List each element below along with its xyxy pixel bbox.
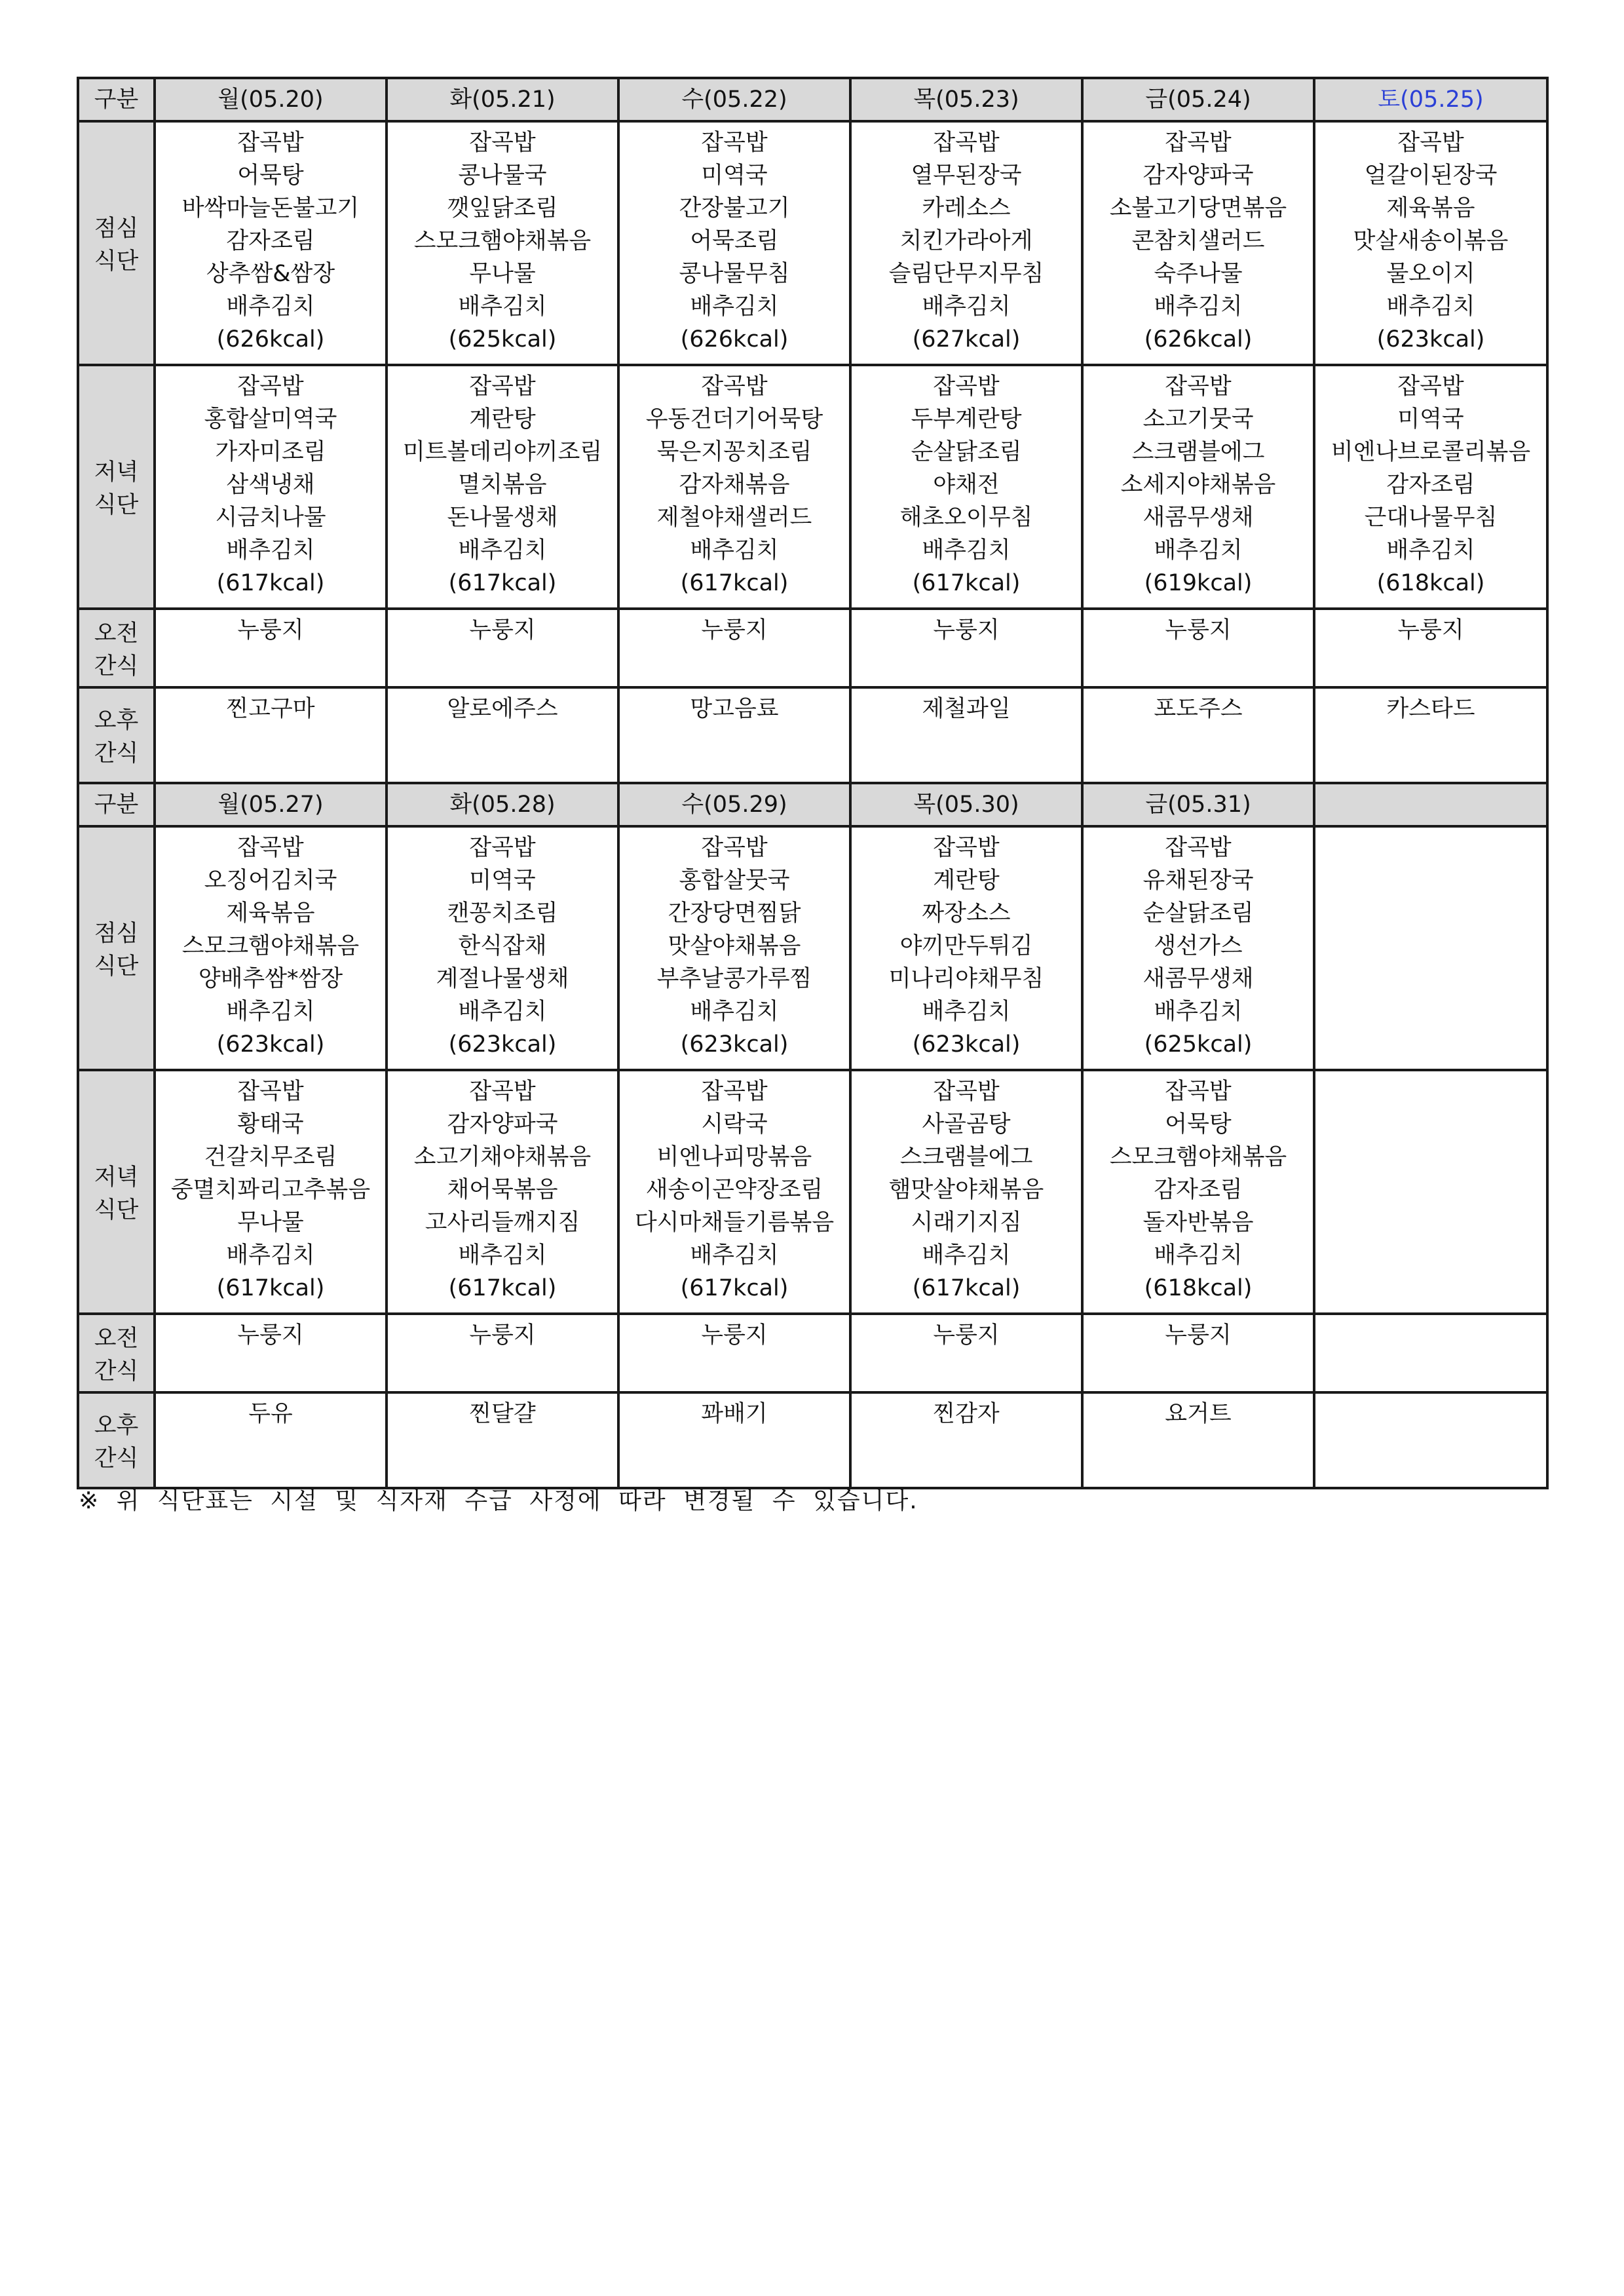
menu-item: 누룽지 bbox=[1165, 617, 1232, 643]
menu-item: (617kcal) bbox=[912, 570, 1021, 596]
menu-item: 돈나물생채 bbox=[447, 505, 558, 531]
lunch-row bbox=[78, 826, 1547, 1070]
menu-item: 배추김치 bbox=[1386, 294, 1475, 320]
dinner-row bbox=[78, 1070, 1547, 1314]
dinner-cell bbox=[850, 1070, 1082, 1314]
morning-snack-cell bbox=[1314, 1314, 1547, 1392]
menu-item: 황태국 bbox=[237, 1111, 304, 1138]
lunch-cell bbox=[155, 826, 387, 1070]
day-header bbox=[1314, 783, 1547, 826]
lunch-cell bbox=[1082, 121, 1314, 365]
menu-item: (623kcal) bbox=[216, 1031, 325, 1058]
menu-item: 햄맛살야채볶음 bbox=[888, 1177, 1044, 1203]
menu-item: 누룽지 bbox=[933, 617, 1000, 643]
menu-item: (626kcal) bbox=[1144, 326, 1253, 353]
menu-item: 홍합살미역국 bbox=[204, 406, 337, 432]
menu-item: 누룽지 bbox=[701, 617, 768, 643]
menu-item: 오징어김치국 bbox=[204, 868, 337, 894]
menu-item: 콩나물국 bbox=[458, 163, 547, 189]
morning-snack-row bbox=[78, 1314, 1547, 1392]
afternoon-snack-row bbox=[78, 1392, 1547, 1488]
label-line: 간식 bbox=[94, 1445, 139, 1472]
day-header: 목(05.23) bbox=[850, 78, 1082, 121]
menu-item: 잡곡밥 bbox=[1165, 373, 1232, 400]
menu-item: 캔꽁치조림 bbox=[447, 900, 558, 927]
menu-item: 배추김치 bbox=[226, 537, 315, 564]
menu-item: 잡곡밥 bbox=[701, 1079, 768, 1105]
afternoon-snack-cell bbox=[155, 687, 387, 783]
day-header: 금(05.24) bbox=[1082, 78, 1314, 121]
menu-item: 유채된장국 bbox=[1142, 868, 1254, 894]
label-line: 점심 bbox=[94, 921, 139, 947]
menu-item: (623kcal) bbox=[1376, 326, 1485, 353]
menu-item: 시래기지짐 bbox=[911, 1210, 1022, 1236]
menu-item: 잡곡밥 bbox=[1165, 130, 1232, 156]
menu-item: 계절나물생채 bbox=[436, 966, 569, 992]
morning-snack-cell bbox=[1082, 1314, 1314, 1392]
dinner-cell bbox=[1314, 365, 1547, 609]
menu-item: 배추김치 bbox=[922, 1242, 1011, 1269]
menu-item: 시락국 bbox=[701, 1111, 768, 1138]
menu-item: 간장당면찜닭 bbox=[668, 900, 801, 927]
label-line: 간식 bbox=[94, 1358, 139, 1385]
label-line: 저녁 bbox=[94, 459, 139, 486]
menu-item: 감자조림 bbox=[1154, 1177, 1243, 1203]
menu-item: 잡곡밥 bbox=[933, 1079, 1000, 1105]
menu-item: 어묵탕 bbox=[237, 163, 304, 189]
morning-snack-cell bbox=[1082, 609, 1314, 687]
menu-item: 카레소스 bbox=[922, 195, 1011, 221]
menu-item: 스모크햄야채볶음 bbox=[413, 228, 592, 254]
afternoon-snack-label bbox=[78, 1392, 155, 1488]
menu-item: 스크램블에그 bbox=[1131, 439, 1265, 465]
label-line: 오전 bbox=[94, 621, 139, 647]
morning-snack-label bbox=[78, 1314, 155, 1392]
dinner-cell bbox=[850, 365, 1082, 609]
footnote: ※ 위 식단표는 시설 및 식자재 수급 사정에 따라 변경될 수 있습니다. bbox=[79, 1487, 918, 1514]
menu-item: 콘참치샐러드 bbox=[1131, 228, 1265, 254]
afternoon-snack-cell bbox=[1082, 1392, 1314, 1488]
menu-item: (617kcal) bbox=[912, 1275, 1021, 1301]
menu-item: (617kcal) bbox=[216, 1275, 325, 1301]
lunch-cell bbox=[155, 121, 387, 365]
menu-item: (623kcal) bbox=[680, 1031, 789, 1058]
menu-item: 잡곡밥 bbox=[237, 373, 304, 400]
afternoon-snack-cell bbox=[1082, 687, 1314, 783]
menu-item: 배추김치 bbox=[458, 1242, 547, 1269]
weekly-menu-table bbox=[77, 77, 1549, 1489]
lunch-cell bbox=[387, 121, 618, 365]
morning-snack-label bbox=[78, 609, 155, 687]
menu-item: 근대나물무침 bbox=[1364, 505, 1498, 531]
menu-item: 돌자반볶음 bbox=[1142, 1210, 1254, 1236]
menu-item: 배추김치 bbox=[226, 1242, 315, 1269]
menu-item: 묵은지꽁치조림 bbox=[656, 439, 812, 465]
lunch-row bbox=[78, 121, 1547, 365]
lunch-cell bbox=[618, 826, 850, 1070]
week-header-row bbox=[78, 78, 1547, 121]
menu-item: 배추김치 bbox=[1154, 1242, 1243, 1269]
menu-item: 소불고기당면볶음 bbox=[1109, 195, 1287, 221]
menu-item: 사골곰탕 bbox=[922, 1111, 1011, 1138]
label-line: 식단 bbox=[94, 953, 139, 980]
afternoon-snack-cell bbox=[618, 1392, 850, 1488]
menu-item: 삼색냉채 bbox=[226, 472, 315, 498]
dinner-cell bbox=[1314, 1070, 1547, 1314]
menu-item: 포도주스 bbox=[1154, 696, 1243, 722]
menu-item: 맛살야채볶음 bbox=[668, 933, 801, 959]
menu-item: 중멸치꽈리고추볶음 bbox=[170, 1177, 371, 1203]
menu-item: 누룽지 bbox=[469, 1322, 536, 1349]
menu-item: 가자미조림 bbox=[215, 439, 326, 465]
menu-item: 미역국 bbox=[469, 868, 536, 894]
menu-item: 간장불고기 bbox=[679, 195, 790, 221]
menu-item: 제육볶음 bbox=[226, 900, 315, 927]
morning-snack-cell bbox=[618, 1314, 850, 1392]
menu-item: 부추날콩가루찜 bbox=[656, 966, 812, 992]
menu-item: 꽈배기 bbox=[701, 1401, 768, 1427]
label-line: 저녁 bbox=[94, 1164, 139, 1191]
morning-snack-cell bbox=[1314, 609, 1547, 687]
menu-item: (626kcal) bbox=[680, 326, 789, 353]
afternoon-snack-cell bbox=[1314, 687, 1547, 783]
menu-item: 잡곡밥 bbox=[237, 1079, 304, 1105]
menu-item: 배추김치 bbox=[226, 999, 315, 1025]
morning-snack-cell bbox=[155, 1314, 387, 1392]
menu-item: 배추김치 bbox=[1154, 294, 1243, 320]
menu-item: 감자양파국 bbox=[447, 1111, 558, 1138]
lunch-cell bbox=[850, 121, 1082, 365]
menu-item: 콩나물무침 bbox=[679, 261, 790, 287]
menu-item: 배추김치 bbox=[1386, 537, 1475, 564]
menu-item: 물오이지 bbox=[1386, 261, 1475, 287]
day-header: 수(05.22) bbox=[618, 78, 850, 121]
menu-item: 잡곡밥 bbox=[237, 835, 304, 861]
dinner-cell bbox=[618, 365, 850, 609]
lunch-label bbox=[78, 826, 155, 1070]
menu-item: 어묵탕 bbox=[1165, 1111, 1232, 1138]
menu-item: 야끼만두튀김 bbox=[899, 933, 1033, 959]
afternoon-snack-cell bbox=[850, 687, 1082, 783]
morning-snack-row bbox=[78, 609, 1547, 687]
menu-item: 감자조림 bbox=[226, 228, 315, 254]
dinner-cell bbox=[387, 1070, 618, 1314]
menu-item: 짜장소스 bbox=[922, 900, 1011, 927]
menu-item: 무나물 bbox=[469, 261, 536, 287]
day-header: 금(05.31) bbox=[1082, 783, 1314, 826]
menu-item: 소세지야채볶음 bbox=[1120, 472, 1276, 498]
menu-item: 배추김치 bbox=[1154, 999, 1243, 1025]
afternoon-snack-cell bbox=[618, 687, 850, 783]
menu-item: 열무된장국 bbox=[911, 163, 1022, 189]
day-header: 화(05.28) bbox=[387, 783, 618, 826]
label-line: 간식 bbox=[94, 740, 139, 767]
menu-item: 잡곡밥 bbox=[933, 835, 1000, 861]
menu-item: 배추김치 bbox=[690, 999, 779, 1025]
day-header: 수(05.29) bbox=[618, 783, 850, 826]
menu-item: 배추김치 bbox=[226, 294, 315, 320]
menu-item: 양배추쌈*쌈장 bbox=[198, 966, 343, 992]
menu-item: 치킨가라아게 bbox=[899, 228, 1033, 254]
menu-item: 잡곡밥 bbox=[933, 130, 1000, 156]
menu-item: 잡곡밥 bbox=[701, 835, 768, 861]
menu-item: 두유 bbox=[248, 1401, 293, 1427]
menu-item: 다시마채들기름볶음 bbox=[634, 1210, 835, 1236]
menu-item: 잡곡밥 bbox=[1165, 1079, 1232, 1105]
day-header: 목(05.30) bbox=[850, 783, 1082, 826]
lunch-cell bbox=[1314, 121, 1547, 365]
menu-item: (619kcal) bbox=[1144, 570, 1253, 596]
menu-item: 어묵조림 bbox=[690, 228, 779, 254]
menu-item: 제육볶음 bbox=[1386, 195, 1475, 221]
day-header: 월(05.20) bbox=[155, 78, 387, 121]
menu-item: 잡곡밥 bbox=[1165, 835, 1232, 861]
menu-item: (617kcal) bbox=[216, 570, 325, 596]
menu-item: 배추김치 bbox=[458, 999, 547, 1025]
menu-item: 누룽지 bbox=[237, 1322, 304, 1349]
menu-item: (617kcal) bbox=[448, 1275, 557, 1301]
menu-item: 누룽지 bbox=[1165, 1322, 1232, 1349]
menu-item: 홍합살뭇국 bbox=[679, 868, 790, 894]
afternoon-snack-cell bbox=[1314, 1392, 1547, 1488]
menu-item: 한식잡채 bbox=[458, 933, 547, 959]
menu-item: 소고기채야채볶음 bbox=[413, 1144, 592, 1170]
menu-item: 누룽지 bbox=[701, 1322, 768, 1349]
menu-item: 바싹마늘돈불고기 bbox=[181, 195, 360, 221]
afternoon-snack-row bbox=[78, 687, 1547, 783]
label-line: 점심 bbox=[94, 216, 139, 242]
menu-item: (618kcal) bbox=[1144, 1275, 1253, 1301]
menu-item: 감자양파국 bbox=[1142, 163, 1254, 189]
menu-item: 누룽지 bbox=[237, 617, 304, 643]
menu-item: 두부계란탕 bbox=[911, 406, 1022, 432]
menu-item: 깻잎닭조림 bbox=[447, 195, 558, 221]
menu-item: 잡곡밥 bbox=[933, 373, 1000, 400]
header-label: 구분 bbox=[78, 78, 155, 121]
menu-item: (617kcal) bbox=[680, 570, 789, 596]
menu-item: 해초오이무침 bbox=[899, 505, 1033, 531]
lunch-label bbox=[78, 121, 155, 365]
menu-item: 찐달걀 bbox=[469, 1401, 536, 1427]
morning-snack-cell bbox=[387, 1314, 618, 1392]
menu-item: 미트볼데리야끼조림 bbox=[402, 439, 603, 465]
menu-item: 잡곡밥 bbox=[1397, 130, 1464, 156]
menu-item: (618kcal) bbox=[1376, 570, 1485, 596]
label-line: 식단 bbox=[94, 492, 139, 518]
menu-item: 순살닭조림 bbox=[911, 439, 1022, 465]
menu-item: 계란탕 bbox=[933, 868, 1000, 894]
menu-item: 계란탕 bbox=[469, 406, 536, 432]
menu-item: (625kcal) bbox=[448, 326, 557, 353]
menu-item: 알로에주스 bbox=[447, 696, 558, 722]
menu-item: 잡곡밥 bbox=[469, 373, 536, 400]
day-header: 월(05.27) bbox=[155, 783, 387, 826]
dinner-label bbox=[78, 1070, 155, 1314]
menu-item: 채어묵볶음 bbox=[447, 1177, 558, 1203]
menu-item: 잡곡밥 bbox=[701, 130, 768, 156]
dinner-cell bbox=[155, 365, 387, 609]
menu-item: 감자조림 bbox=[1386, 472, 1475, 498]
menu-item: 누룽지 bbox=[469, 617, 536, 643]
menu-item: (626kcal) bbox=[216, 326, 325, 353]
menu-item: 슬림단무지무침 bbox=[888, 261, 1044, 287]
label-line: 식단 bbox=[94, 248, 139, 275]
dinner-cell bbox=[1082, 1070, 1314, 1314]
label-line: 오후 bbox=[94, 708, 139, 734]
menu-item: 스모크햄야채볶음 bbox=[181, 933, 360, 959]
morning-snack-cell bbox=[155, 609, 387, 687]
menu-item: 배추김치 bbox=[922, 537, 1011, 564]
menu-item: 배추김치 bbox=[922, 999, 1011, 1025]
day-header: 토(05.25) bbox=[1314, 78, 1547, 121]
lunch-cell bbox=[850, 826, 1082, 1070]
afternoon-snack-cell bbox=[387, 1392, 618, 1488]
menu-item: (625kcal) bbox=[1144, 1031, 1253, 1058]
menu-item: 배추김치 bbox=[690, 537, 779, 564]
label-line: 식단 bbox=[94, 1197, 139, 1223]
dinner-cell bbox=[387, 365, 618, 609]
menu-item: 상추쌈&쌈장 bbox=[206, 261, 335, 287]
menu-item: (623kcal) bbox=[912, 1031, 1021, 1058]
dinner-cell bbox=[618, 1070, 850, 1314]
menu-item: 잡곡밥 bbox=[469, 835, 536, 861]
menu-item: 새콤무생채 bbox=[1142, 966, 1254, 992]
menu-item: 맛살새송이볶음 bbox=[1353, 228, 1509, 254]
menu-item: 배추김치 bbox=[458, 294, 547, 320]
menu-item: 누룽지 bbox=[1397, 617, 1464, 643]
menu-item: 누룽지 bbox=[933, 1322, 1000, 1349]
menu-item: 고사리들깨지짐 bbox=[425, 1210, 580, 1236]
menu-item: 스크램블에그 bbox=[899, 1144, 1033, 1170]
menu-item: 미나리야채무침 bbox=[888, 966, 1044, 992]
menu-item: 무나물 bbox=[237, 1210, 304, 1236]
menu-item: 배추김치 bbox=[690, 1242, 779, 1269]
menu-item: 순살닭조림 bbox=[1142, 900, 1254, 927]
menu-item: 잡곡밥 bbox=[701, 373, 768, 400]
menu-item: 얼갈이된장국 bbox=[1364, 163, 1498, 189]
lunch-cell bbox=[1314, 826, 1547, 1070]
menu-item: 찐고구마 bbox=[226, 696, 315, 722]
header-label: 구분 bbox=[78, 783, 155, 826]
label-line: 간식 bbox=[94, 653, 139, 679]
menu-item: 미역국 bbox=[701, 163, 768, 189]
menu-item: 잡곡밥 bbox=[469, 1079, 536, 1105]
menu-item: 찐감자 bbox=[933, 1401, 1000, 1427]
afternoon-snack-label bbox=[78, 687, 155, 783]
morning-snack-cell bbox=[850, 609, 1082, 687]
afternoon-snack-cell bbox=[387, 687, 618, 783]
dinner-label bbox=[78, 365, 155, 609]
menu-item: 잡곡밥 bbox=[469, 130, 536, 156]
label-line: 오후 bbox=[94, 1413, 139, 1439]
afternoon-snack-cell bbox=[850, 1392, 1082, 1488]
menu-item: 비엔나브로콜리볶음 bbox=[1331, 439, 1531, 465]
day-header: 화(05.21) bbox=[387, 78, 618, 121]
menu-item: 배추김치 bbox=[458, 537, 547, 564]
menu-item: (617kcal) bbox=[448, 570, 557, 596]
menu-item: 시금치나물 bbox=[215, 505, 326, 531]
lunch-cell bbox=[618, 121, 850, 365]
menu-item: 숙주나물 bbox=[1154, 261, 1243, 287]
menu-item: 카스타드 bbox=[1386, 696, 1475, 722]
menu-item: 스모크햄야채볶음 bbox=[1109, 1144, 1287, 1170]
label-line: 오전 bbox=[94, 1326, 139, 1352]
menu-item: 제철야채샐러드 bbox=[656, 505, 812, 531]
menu-item: 새송이곤약장조림 bbox=[645, 1177, 823, 1203]
morning-snack-cell bbox=[618, 609, 850, 687]
menu-item: 건갈치무조림 bbox=[204, 1144, 337, 1170]
dinner-row bbox=[78, 365, 1547, 609]
dinner-cell bbox=[155, 1070, 387, 1314]
menu-item: 배추김치 bbox=[690, 294, 779, 320]
menu-item: 소고기뭇국 bbox=[1142, 406, 1254, 432]
lunch-cell bbox=[387, 826, 618, 1070]
menu-item: 생선가스 bbox=[1154, 933, 1243, 959]
lunch-cell bbox=[1082, 826, 1314, 1070]
menu-item: 멸치볶음 bbox=[458, 472, 547, 498]
menu-item: 요거트 bbox=[1165, 1401, 1232, 1427]
menu-item: 잡곡밥 bbox=[237, 130, 304, 156]
menu-item: (623kcal) bbox=[448, 1031, 557, 1058]
menu-item: (617kcal) bbox=[680, 1275, 789, 1301]
menu-item: 망고음료 bbox=[690, 696, 779, 722]
morning-snack-cell bbox=[850, 1314, 1082, 1392]
menu-item: 제철과일 bbox=[922, 696, 1011, 722]
menu-item: 야채전 bbox=[933, 472, 1000, 498]
menu-item: 배추김치 bbox=[922, 294, 1011, 320]
menu-item: 우동건더기어묵탕 bbox=[645, 406, 823, 432]
menu-item: 미역국 bbox=[1397, 406, 1464, 432]
menu-item: (627kcal) bbox=[912, 326, 1021, 353]
menu-item: 새콤무생채 bbox=[1142, 505, 1254, 531]
week-header-row bbox=[78, 783, 1547, 826]
menu-item: 배추김치 bbox=[1154, 537, 1243, 564]
afternoon-snack-cell bbox=[155, 1392, 387, 1488]
menu-item: 비엔나피망볶음 bbox=[656, 1144, 812, 1170]
menu-item: 감자채볶음 bbox=[679, 472, 790, 498]
dinner-cell bbox=[1082, 365, 1314, 609]
menu-item: 잡곡밥 bbox=[1397, 373, 1464, 400]
morning-snack-cell bbox=[387, 609, 618, 687]
